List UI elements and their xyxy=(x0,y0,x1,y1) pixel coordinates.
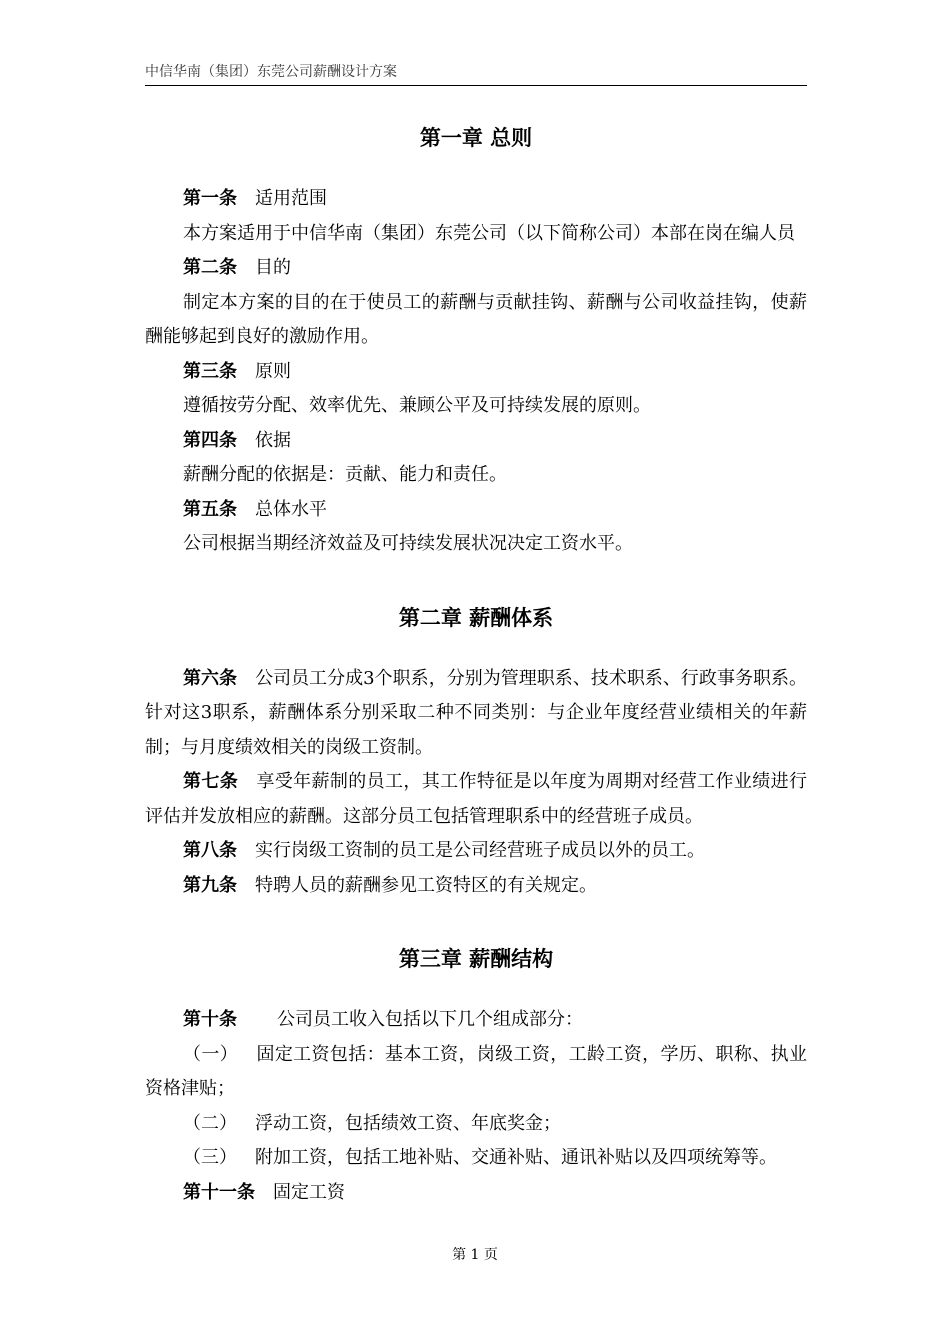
article-10 xyxy=(145,1003,807,1038)
article-11-heading xyxy=(145,1176,807,1211)
list-item-3-text: 附加工资，包括工地补贴、交通补贴、通讯补贴以及四项统筹等。 xyxy=(255,1147,777,1168)
list-item-2-text: 浮动工资，包括绩效工资、年底奖金； xyxy=(255,1112,561,1134)
article-1-heading xyxy=(145,182,807,217)
article-5-label: 第五条 xyxy=(183,498,237,520)
list-item-1 xyxy=(145,1038,807,1107)
article-8 xyxy=(145,834,807,869)
article-9-label: 第九条 xyxy=(183,874,237,896)
chapter-1-title: 第一章 总则 xyxy=(419,125,533,150)
article-2-title: 目的 xyxy=(255,257,291,278)
article-4-title: 依据 xyxy=(255,429,291,451)
article-7-body: 享受年薪制的员工，其工作特征是以年度为周期对经营工作业绩进行评估并发放相应的薪酬。这部分员工包括管理职系中的经营班子成员。 xyxy=(145,771,807,827)
chapter-3-title: 第三章 薪酬结构 xyxy=(398,946,554,971)
article-8-label: 第八条 xyxy=(183,840,237,861)
article-6 xyxy=(145,662,807,766)
article-10-body: 公司员工收入包括以下几个组成部分： xyxy=(277,1009,583,1030)
article-2-heading xyxy=(145,251,807,286)
article-4-heading xyxy=(145,424,807,459)
page-number: 第 1 页 xyxy=(452,1247,498,1263)
article-3-body: 遵循按劳分配、效率优先、兼顾公平及可持续发展的原则。 xyxy=(183,395,651,416)
article-2-body: 制定本方案的目的在于使员工的薪酬与贡献挂钩、薪酬与公司收益挂钩，使薪酬能够起到良好的激励作用。 xyxy=(145,291,807,347)
article-6-body: 公司员工分成3个职系，分别为管理职系、技术职系、行政事务职系。针对这3职系，薪酬体系分别采取二种不同类别：与企业年度经营业绩相关的年薪制；与月度绩效相关的岗级工资制。 xyxy=(145,667,808,758)
article-1-title: 适用范围 xyxy=(255,188,327,209)
article-1-label: 第一条 xyxy=(183,188,237,209)
article-3-label: 第三条 xyxy=(183,360,237,382)
article-2-label: 第二条 xyxy=(183,257,237,278)
article-6-label: 第六条 xyxy=(183,667,238,689)
article-7 xyxy=(145,765,807,834)
article-1-body: 本方案适用于中信华南（集团）东莞公司（以下简称公司）本部在岗在编人员 xyxy=(183,222,795,244)
article-7-label: 第七条 xyxy=(183,771,239,792)
article-9 xyxy=(145,869,807,904)
article-3-heading xyxy=(145,355,807,390)
list-item-3 xyxy=(145,1141,807,1176)
article-9-body: 特聘人员的薪酬参见工资特区的有关规定。 xyxy=(255,874,597,896)
list-item-2 xyxy=(145,1107,807,1142)
article-4-body: 薪酬分配的依据是：贡献、能力和责任。 xyxy=(183,464,507,485)
article-5-title: 总体水平 xyxy=(255,498,327,520)
list-item-2-num: （二） xyxy=(183,1112,237,1134)
list-item-1-text: 固定工资包括：基本工资，岗级工资，工龄工资，学历、职称、执业资格津贴； xyxy=(145,1043,807,1099)
article-3-title: 原则 xyxy=(255,360,291,382)
running-header: 中信华南（集团）东莞公司薪酬设计方案 xyxy=(145,63,807,86)
article-5-body: 公司根据当期经济效益及可持续发展状况决定工资水平。 xyxy=(183,533,633,554)
article-5-heading xyxy=(145,493,807,528)
article-8-body: 实行岗级工资制的员工是公司经营班子成员以外的员工。 xyxy=(255,840,705,861)
article-4-label: 第四条 xyxy=(183,429,237,451)
chapter-2-title: 第二章 薪酬体系 xyxy=(398,604,554,630)
list-item-3-num: （三） xyxy=(183,1147,237,1168)
article-10-label: 第十条 xyxy=(183,1009,237,1030)
article-11-label: 第十一条 xyxy=(183,1181,255,1203)
article-11-title: 固定工资 xyxy=(273,1181,345,1203)
document-body xyxy=(145,118,807,1210)
list-item-1-num: （一） xyxy=(183,1043,239,1065)
